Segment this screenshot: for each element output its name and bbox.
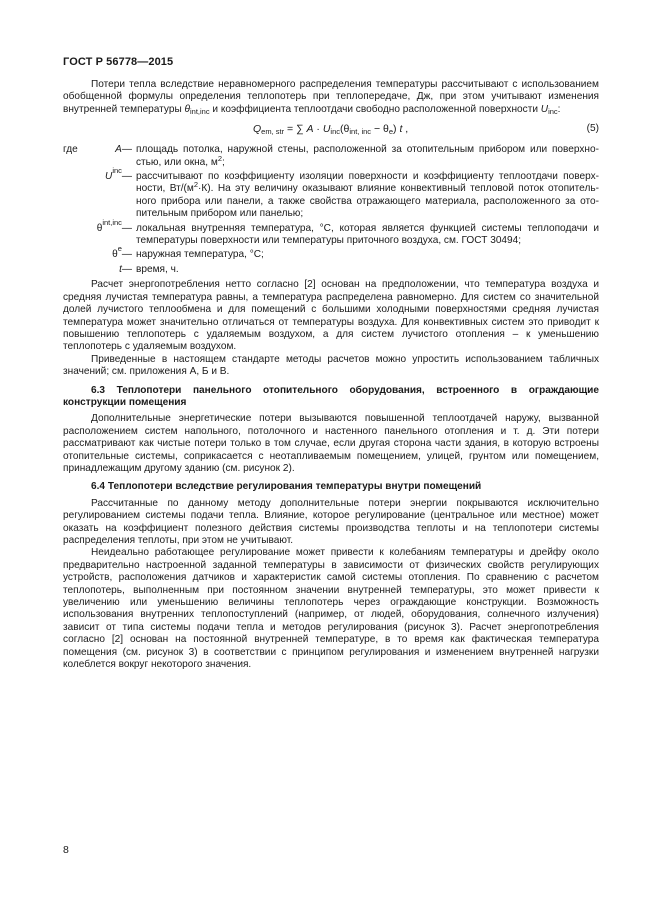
- section-heading-6-4: 6.4 Теплопотери вследствие регулирования температуры внутри помещений: [91, 481, 482, 493]
- formula-number: (5): [586, 123, 599, 135]
- definition-a: где A — площадь потолка, наружной стены, расположенной за отопительным прибором или поверхностью, или окна, $м^2$;: [63, 144, 599, 168]
- page-body: [63, 79, 599, 671]
- formula-5: [63, 118, 599, 140]
- paragraph-simplification: Приведенные в настоящем стандарте методы расчетов можно упростить использованием табличных значений; см. приложения А, Б и В.: [63, 353, 599, 378]
- formula-expression: $Q_{em, str}$ = ∑ $A \cdot U_{inc}(\theta_{int, inc} - \theta_e)$ t ,: [253, 123, 409, 137]
- paragraph-regulation-losses: Рассчитанные по данному методу дополнительные потери энергии покрываются исключительно регулированием системы подачи тепла. Влияние, которое регулирование (центральное или местное) может оказать на коэффициент полезного действия системы производства теплоты и на теплопотери системы распределения теплоты, при этом не учитывают.: [63, 497, 599, 546]
- definition-u-inc: U inc — рассчитывают по коэффициенту изоляции поверхности и коэффициенту теплоотдачи поверхности, $Вт/(м^2\cdot К)$. На эту величину оказывают влияние конвективный тепловой поток отопительного прибора или панели, а также свойства отражающего материала, расположенного за отопительным прибором или панелью;: [105, 166, 599, 220]
- paragraph-panel-losses: Дополнительные энергетические потери вызываются повышенной теплоотдачей наружу, вызванной расположением систем напольного, потолочного и настенного панельного отопления и т. д. Эти потери рассматривают как чистые потери только в том случае, если другая сторона части здания, в которую встроены отопительные системы, соприкасается с неотапливаемым помещением, улицей, грунтом или помещением, принадлежащим другому зданию (см. рисунок 2).: [63, 413, 599, 474]
- page-number: 8: [63, 844, 69, 856]
- paragraph-heat-loss-intro: Потери тепла вследствие неравномерного распределения температуры рассчитывают с использованием обобщенной формулы определения теплопотерь при теплопередаче, Дж, при этом учитывают изменения внутренней температуры $\theta_{int,inc}$ и коэффициента теплоотдачи свободно расположенной поверхности $U_{inc}$:: [63, 79, 599, 116]
- document-header: ГОСТ Р 56778—2015: [63, 56, 174, 68]
- definition-theta-e: θ e — наружная температура, °С;: [112, 244, 264, 261]
- definition-t: t — время, ч.: [119, 263, 179, 275]
- section-heading-6-3: 6.3 Теплопотери панельного отопительного оборудования, встроенного в ограждающие конструкции помещения: [63, 384, 599, 408]
- definition-theta-int-inc: θ int,inc — локальная внутренняя температура, °С, которая является функцией системы теплоподачи и температуры поверхности или температуры приточного воздуха, см. ГОСТ 30494;: [96, 217, 599, 247]
- paragraph-net-energy: Расчет энергопотребления нетто согласно [2] основан на предположении, что температура воздуха и средняя лучистая температура равны, а температура распределена равномерно. Для систем со значительной долей лучистого теплообмена и для помещений с большими холодными поверхностями средняя лучистая температура может значительно отличаться от температуры воздуха. Для конвективных систем это приводит к повышению теплопотерь с удаляемым воздухом, а для систем лучистого отопления – к уменьшению теплопотерь с удаляемым воздухом.: [63, 279, 599, 353]
- paragraph-imperfect-regulation: Неидеально работающее регулирование может привести к колебаниям температуры и дрейфу около предварительно настроенной заданной температуры в зависимости от физических свойств регулирующих устройств, расположения датчиков и характеристик самой системы отопления. По сравнению с расчетом теплопотерь, выполненным при постоянном значении внутренней температуры, это может привести к увеличению или уменьшению величины теплопотерь через ограждающие конструкции. Возможность использования внутренних теплопоступлений (например, от людей, оборудования, солнечного излучения) зависит от типа системы подачи тепла и методов регулирования (рисунок 3). Расчет энергопотребления согласно [2] основан на постоянной внутренней температуре, в то время как фактическая температура помещения (см. рисунок 3) в соответствии с принципом регулирования и изменением внутренней нагрузки колеблется вокруг некоторого значения.: [63, 547, 599, 671]
